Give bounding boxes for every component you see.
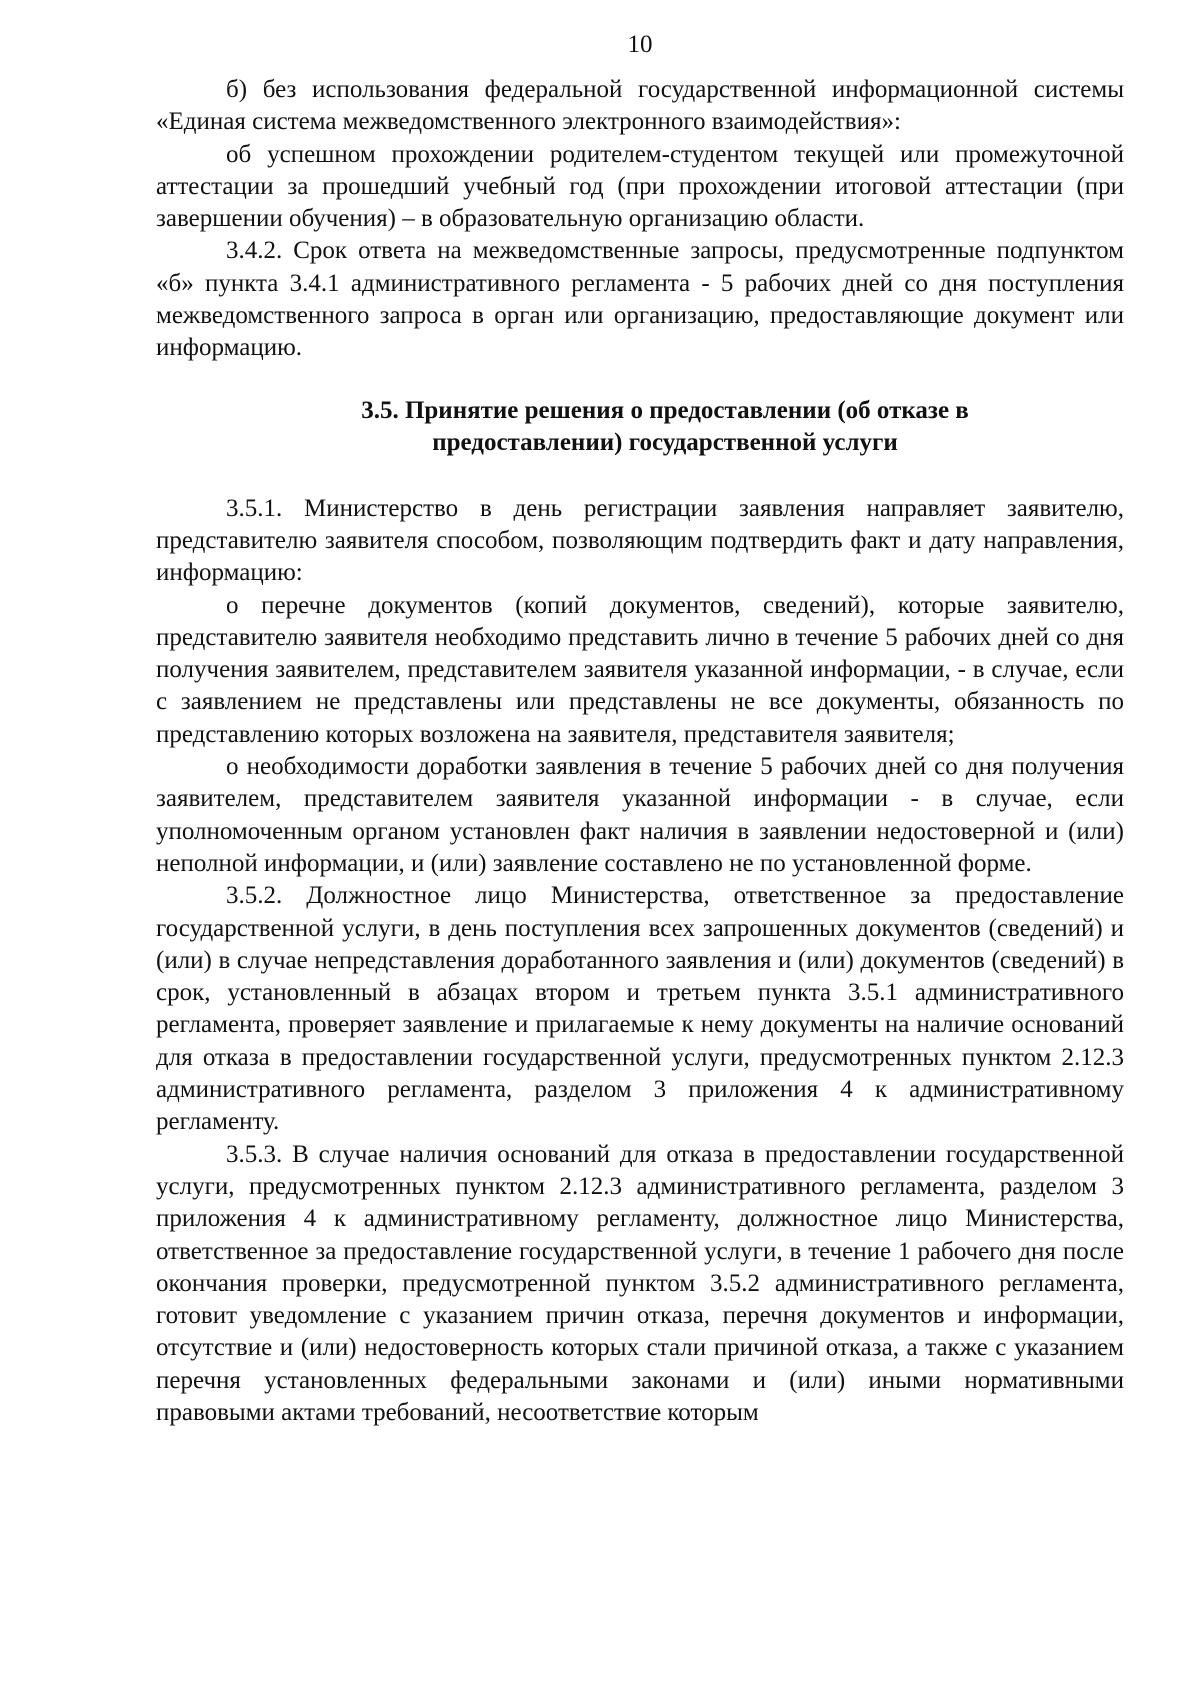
paragraph-document-list: о перечне документов (копий документов, сведений), которые заявителю, представителю заявителя необходимо представить лично в течение 5 рабочих дней со дня получения заявителем, представителем заявителя указанной информации, - в случае, если с заявлением не представлены или представлены не все документы, обязанность по представлению которых возложена на заявителя, представителя заявителя; [156, 591, 1124, 748]
paragraph-3-5-3: 3.5.3. В случае наличия оснований для отказа в предоставлении государственной услуги, предусмотренных пунктом 2.12.3 административного регламента, разделом 3 приложения 4 к административному регламенту, должностное лицо Министерства, ответственное за предоставление государственной услуги, в течение 1 рабочего дня после окончания проверки, предусмотренной пунктом 3.5.2 административного регламента, готовит уведомление с указанием причин отказа, перечня документов и информации, отсутствие и (или) недостоверность которых стали причиной отказа, а также с указанием перечня установленных федеральными законами и (или) иными нормативными правовыми актами требований, несоответствие которым [156, 1140, 1124, 1426]
paragraph-item-b: б) без использования федеральной государственной информационной системы «Единая система межведомственного электронного взаимодействия»: [156, 76, 1124, 136]
section-heading-line-1: 3.5. Принятие решения о предоставлении (об отказе в [361, 396, 969, 424]
paragraph-3-5-2: 3.5.2. Должностное лицо Министерства, ответственное за предоставление государственной услуги, в день поступления всех запрошенных документов (сведений) и (или) в случае непредставления доработанного заявления и (или) документов (сведений) в срок, установленный в абзацах втором и третьем пункта 3.5.1 административного регламента, проверяет заявление и прилагаемые к нему документы на наличие оснований для отказа в предоставлении государственной услуги, предусмотренных пунктом 2.12.3 административного регламента, разделом 3 приложения 4 к административному регламенту. [156, 882, 1124, 1136]
paragraph-revision-need: о необходимости доработки заявления в течение 5 рабочих дней со дня получения заявителем, представителем заявителя указанной информации - в случае, если уполномоченным органом установлен факт наличия в заявлении недостоверной и (или) неполной информации, и (или) заявление составлено не по установленной форме. [156, 753, 1124, 877]
section-heading-3-5 [156, 395, 1124, 459]
section-heading-line-2: предоставлении) государственной услуги [432, 428, 898, 456]
paragraph-3-4-2: 3.4.2. Срок ответа на межведомственные запросы, предусмотренные подпунктом «б» пункта 3.4.1 административного регламента - 5 рабочих дней со дня поступления межведомственного запроса в орган или организацию, предоставляющие документ или информацию. [156, 237, 1124, 362]
page-number: 10 [627, 31, 653, 58]
document-page [156, 28, 1124, 1429]
paragraph-successful-attestation: об успешном прохождении родителем-студентом текущей или промежуточной аттестации за прошедший учебный год (при прохождении итоговой аттестации (при завершении обучения) – в образовательную организацию области. [156, 140, 1124, 233]
paragraph-3-5-1: 3.5.1. Министерство в день регистрации заявления направляет заявителю, представителю заявителя способом, позволяющим подтвердить факт и дату направления, информацию: [156, 494, 1124, 587]
